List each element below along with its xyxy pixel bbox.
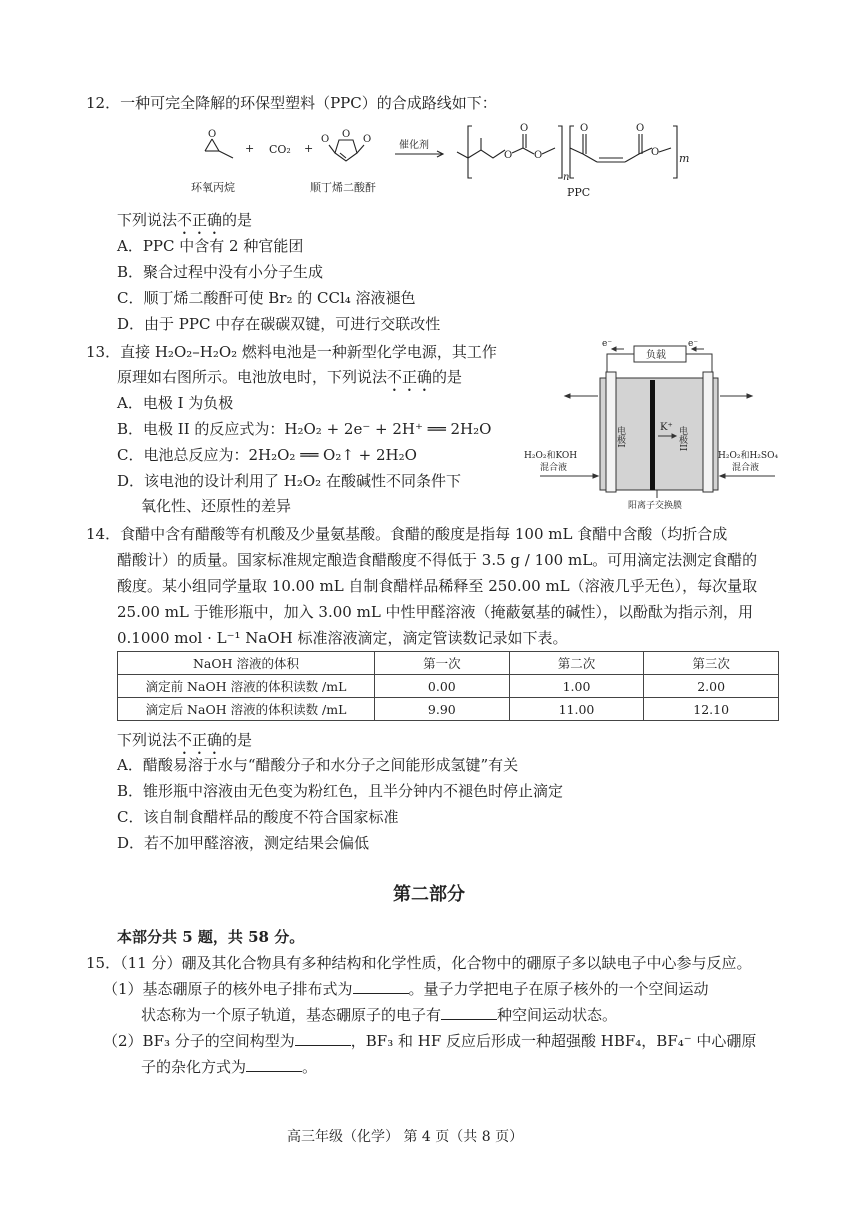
q12-option-d: D．由于 PPC 中存在碳碳双键，可进行交联改性 <box>117 315 441 333</box>
svg-text:O: O <box>321 134 330 145</box>
q15-stem: 15．（11 分）硼及其化合物具有多种结构和化学性质，化合物中的硼原子多以缺电子中心参与反应。 <box>86 954 752 972</box>
emphasis-text: 不正确 <box>177 731 223 749</box>
q12-option-b: B．聚合过程中没有小分子生成 <box>117 263 324 281</box>
electrode-2-label: 电极II <box>677 426 687 452</box>
q15-sub2-line1 <box>103 1031 756 1051</box>
answer-blank[interactable] <box>353 979 409 994</box>
table-header-cell: NaOH 溶液的体积 <box>118 652 375 675</box>
q13-option-a: A．电极 I 为负极 <box>117 394 234 412</box>
question-text: ，BF₃ 和 HF 反应后形成一种超强酸 HBF₄，BF₄⁻ 中心硼原 <box>350 1032 757 1050</box>
emphasis-text: 不正确 <box>177 211 223 229</box>
q14-option-c: C．该自制食醋样品的酸度不符合国家标准 <box>117 808 399 826</box>
table-header-row <box>118 652 779 675</box>
electron-left-label: e⁻ <box>602 339 613 349</box>
table-cell: 滴定前 NaOH 溶液的体积读数 /mL <box>118 675 375 698</box>
table-cell: 滴定后 NaOH 溶液的体积读数 /mL <box>118 698 375 721</box>
svg-text:O: O <box>651 147 660 158</box>
left-solution-label-2: 混合液 <box>540 463 568 473</box>
catalyst-label: 催化剂 <box>399 140 429 151</box>
q14-prompt <box>117 730 252 758</box>
co2-formula: CO₂ <box>269 143 291 156</box>
q14-option-d: D．若不加甲醛溶液，测定结果会偏低 <box>117 834 370 852</box>
electrode-1-label: 电极I <box>615 426 625 448</box>
q15-sub1-line1 <box>103 979 709 999</box>
question-text: 。量子力学把电子在原子核外的一个空间运动 <box>408 980 709 998</box>
right-solution-label-2: 混合液 <box>732 463 760 473</box>
q13-option-d-continued: 氧化性、还原性的差异 <box>141 497 292 515</box>
membrane-bar <box>650 380 655 490</box>
maleic-anhydride-label: 顺丁烯二酸酐 <box>310 181 376 194</box>
svg-text:O: O <box>208 129 217 140</box>
left-solution-label: H₂O₂和KOH <box>524 451 578 461</box>
svg-text:O: O <box>580 123 589 134</box>
question-text: 子的杂化方式为 <box>141 1058 247 1076</box>
page-footer: 高三年级（化学） 第 4 页（共 8 页） <box>287 1129 524 1145</box>
prompt-text: 下列说法 <box>117 731 178 749</box>
table-header-cell: 第二次 <box>509 652 644 675</box>
titration-table <box>117 651 779 721</box>
subscript-n: n <box>563 172 570 183</box>
table-row <box>118 675 779 698</box>
question-text: 。 <box>302 1058 318 1076</box>
q14-option-a: A．醋酸易溶于水与“醋酸分子和水分子之间能形成氢键”有关 <box>117 756 519 774</box>
q14-line5: 0.1000 mol · L⁻¹ NaOH 标准溶液滴定，滴定管读数记录如下表。 <box>117 629 568 647</box>
q12-prompt <box>117 210 252 238</box>
question-text: 状态称为一个原子轨道，基态硼原子的电子有 <box>141 1006 442 1024</box>
electrode-2 <box>703 372 713 492</box>
answer-blank[interactable] <box>441 1005 497 1020</box>
maleic-anhydride-structure <box>329 140 364 161</box>
ppc-label: PPC <box>567 186 591 199</box>
emphasis-text: 不正确 <box>387 368 433 386</box>
table-header-cell: 第三次 <box>644 652 779 675</box>
q14-line2: 醋酸计）的质量。国家标准规定酿造食醋酸度不得低于 3.5 g / 100 mL。可用滴定法测定食醋的 <box>117 551 758 569</box>
fuel-cell-diagram <box>520 338 790 514</box>
epoxypropane-label: 环氧丙烷 <box>191 181 235 194</box>
question-text: （2）BF₃ 分子的空间构型为 <box>103 1032 295 1050</box>
q13-option-b: B．电极 II 的反应式为：H₂O₂ + 2e⁻ + 2H⁺ ══ 2H₂O <box>117 420 492 438</box>
membrane-label: 阳离子交换膜 <box>628 501 683 511</box>
question-text: 种空间运动状态。 <box>497 1006 618 1024</box>
svg-text:O: O <box>342 129 351 140</box>
q13-option-c: C．电池总反应为：2H₂O₂ ══ O₂↑ + 2H₂O <box>117 446 417 464</box>
section-title: 第二部分 <box>393 884 465 905</box>
electron-right-label: e⁻ <box>688 339 699 349</box>
answer-blank[interactable] <box>295 1031 351 1046</box>
table-cell: 1.00 <box>509 675 644 698</box>
table-cell: 2.00 <box>644 675 779 698</box>
q12-reaction-scheme <box>185 118 705 200</box>
q14-line3: 酸度。某小组同学量取 10.00 mL 自制食醋样品稀释至 250.00 mL（溶液几乎无色），每次量取 <box>117 577 758 595</box>
load-label: 负载 <box>646 350 666 361</box>
table-header-cell: 第一次 <box>375 652 510 675</box>
epoxide-structure <box>205 139 233 158</box>
table-row <box>118 698 779 721</box>
answer-blank[interactable] <box>246 1057 302 1072</box>
plus-sign-1: + <box>245 142 255 155</box>
q15-sub2-line2 <box>141 1057 317 1077</box>
svg-text:O: O <box>534 150 543 161</box>
prompt-text: 的是 <box>222 211 253 229</box>
q14-line4: 25.00 mL 于锥形瓶中，加入 3.00 mL 中性甲醛溶液（掩蔽氨基的碱性），以酚酞为指示剂，用 <box>117 603 754 621</box>
q12-option-c: C．顺丁烯二酸酐可使 Br₂ 的 CCl₄ 溶液褪色 <box>117 289 416 307</box>
table-cell: 9.90 <box>375 698 510 721</box>
svg-text:O: O <box>363 134 372 145</box>
plus-sign-2: + <box>304 142 314 155</box>
question-text: （1）基态硼原子的核外电子排布式为 <box>103 980 353 998</box>
right-solution-label: H₂O₂和H₂SO₄ <box>718 451 779 461</box>
subscript-m: m <box>679 152 690 165</box>
svg-text:O: O <box>636 123 645 134</box>
svg-text:O: O <box>520 123 529 134</box>
q13-stem-line1: 13．直接 H₂O₂–H₂O₂ 燃料电池是一种新型化学电源，其工作 <box>86 343 497 361</box>
prompt-text: 下列说法 <box>117 211 178 229</box>
svg-text:O: O <box>504 150 513 161</box>
q14-line1: 14．食醋中含有醋酸等有机酸及少量氨基酸。食醋的酸度是指每 100 mL 食醋中含酸（均折合成 <box>86 525 728 543</box>
q13-stem-line2 <box>117 367 462 395</box>
q12-stem: 12．一种可完全降解的环保型塑料（PPC）的合成路线如下： <box>86 94 497 112</box>
ion-label: K⁺ <box>660 422 673 433</box>
table-cell: 0.00 <box>375 675 510 698</box>
prompt-text: 的是 <box>432 368 463 386</box>
prompt-text: 原理如右图所示。电池放电时，下列说法 <box>117 368 388 386</box>
table-cell: 12.10 <box>644 698 779 721</box>
q15-sub1-line2 <box>141 1005 617 1025</box>
section-intro: 本部分共 5 题，共 58 分。 <box>117 928 305 946</box>
q13-option-d: D．该电池的设计利用了 H₂O₂ 在酸碱性不同条件下 <box>117 472 461 490</box>
prompt-text: 的是 <box>222 731 253 749</box>
reaction-arrow <box>395 151 443 157</box>
q14-option-b: B．锥形瓶中溶液由无色变为粉红色，且半分钟内不褪色时停止滴定 <box>117 782 564 800</box>
q12-option-a: A．PPC 中含有 2 种官能团 <box>117 237 304 255</box>
table-cell: 11.00 <box>509 698 644 721</box>
